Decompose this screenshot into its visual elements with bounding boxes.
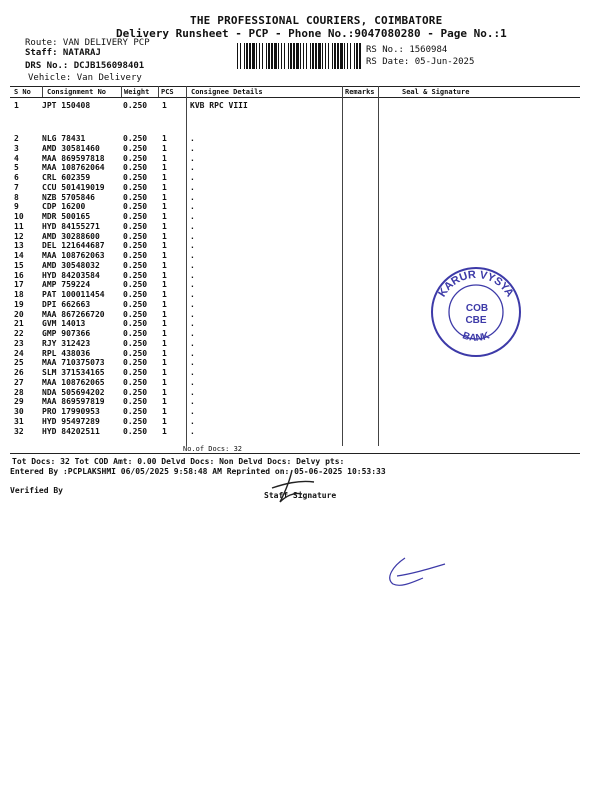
- row-sno: 28: [14, 387, 24, 397]
- row-pcs: 1: [162, 299, 167, 309]
- barcode-bar: [249, 43, 251, 69]
- row-sno: 23: [14, 338, 24, 348]
- row-consignment: MAA 108762064: [42, 163, 105, 173]
- barcode-bar: [268, 43, 270, 69]
- col-divider: [186, 86, 187, 446]
- row-sno: 27: [14, 377, 24, 387]
- staff-signature-label: Staff Signature: [264, 491, 337, 500]
- row-sno: 24: [14, 348, 24, 358]
- row-pcs: 1: [162, 290, 167, 299]
- row-consignment: MAA 710375073: [42, 358, 105, 368]
- row-consignment: HYD 84203584: [42, 270, 100, 280]
- row-sno: 20: [14, 309, 24, 319]
- row-pcs: 1: [162, 143, 167, 153]
- row-pcs: 1: [162, 416, 167, 426]
- row-pcs: 1: [162, 348, 167, 358]
- row-details: .: [190, 377, 195, 387]
- barcode-bar: [256, 43, 257, 69]
- row-details: .: [190, 202, 195, 212]
- row-weight: 0.250: [123, 338, 148, 348]
- verifier-signature-icon: [375, 548, 450, 598]
- company-name: THE PROFESSIONAL COURIERS, COIMBATORE: [190, 14, 443, 27]
- row-sno: 26: [14, 368, 24, 377]
- row-details: .: [190, 280, 195, 290]
- row-sno: 1: [14, 101, 19, 110]
- vehicle-label: Vehicle: Van Delivery: [28, 73, 142, 83]
- row-sno: 25: [14, 358, 24, 368]
- row-pcs: 1: [162, 153, 167, 163]
- row-consignment: PAT 100011454: [42, 290, 105, 299]
- row-consignment: AMD 30581460: [42, 143, 100, 153]
- col-header-pcs: PCS: [161, 88, 174, 96]
- staff-signature-icon: [262, 466, 322, 506]
- row-pcs: 1: [162, 270, 167, 280]
- row-weight: 0.250: [123, 290, 148, 299]
- bank-stamp-icon: [428, 264, 524, 360]
- row-sno: 21: [14, 319, 24, 329]
- row-details: .: [190, 182, 195, 192]
- rs-date: RS Date: 05-Jun-2025: [366, 57, 475, 67]
- barcode-bar: [246, 43, 248, 69]
- staff-label: Staff: NATARAJ: [25, 48, 101, 58]
- row-weight: 0.250: [123, 368, 148, 377]
- row-details: .: [190, 309, 195, 319]
- barcode-bar: [306, 43, 307, 69]
- row-weight: 0.250: [123, 163, 148, 173]
- row-consignment: MDR 500165: [42, 212, 91, 221]
- col-divider: [378, 86, 379, 446]
- barcode-bar: [310, 43, 311, 69]
- row-details: .: [190, 270, 195, 280]
- row-weight: 0.250: [123, 426, 148, 436]
- row-pcs: 1: [162, 280, 167, 290]
- row-consignment: GVM 14013: [42, 319, 86, 329]
- row-pcs: 1: [162, 407, 167, 416]
- row-weight: 0.250: [123, 387, 148, 397]
- row-sno: 12: [14, 231, 24, 241]
- row-consignment: AMD 30288600: [42, 231, 100, 241]
- row-consignment: DPI 662663: [42, 299, 91, 309]
- row-weight: 0.250: [123, 260, 148, 270]
- row-details: .: [190, 329, 195, 338]
- row-weight: 0.250: [123, 358, 148, 368]
- barcode-bar: [340, 43, 343, 69]
- row-weight: 0.250: [123, 329, 148, 338]
- row-weight: 0.250: [123, 134, 148, 143]
- row-details: .: [190, 212, 195, 221]
- barcode-bar: [262, 43, 263, 69]
- row-consignment: MAA 108762063: [42, 251, 105, 260]
- row-consignment: MAA 108762065: [42, 377, 105, 387]
- row-sno: 2: [14, 134, 19, 143]
- row-weight: 0.250: [123, 309, 148, 319]
- barcode-bar: [318, 43, 321, 69]
- barcode-bar: [290, 43, 292, 69]
- row-weight: 0.250: [123, 143, 148, 153]
- row-weight: 0.250: [123, 299, 148, 309]
- col-divider: [342, 86, 343, 446]
- row-sno: 31: [14, 416, 24, 426]
- barcode-bar: [271, 43, 273, 69]
- row-sno: 4: [14, 153, 19, 163]
- row-pcs: 1: [162, 231, 167, 241]
- row-pcs: 1: [162, 241, 167, 251]
- row-pcs: 1: [162, 182, 167, 192]
- row-consignment: CRL 602359: [42, 173, 91, 182]
- drs-number: DRS No.: DCJB156098401: [25, 61, 145, 71]
- row-consignment: DEL 121644687: [42, 241, 105, 251]
- row-details: .: [190, 231, 195, 241]
- row-details: .: [190, 338, 195, 348]
- row-details: .: [190, 251, 195, 260]
- row-details: .: [190, 163, 195, 173]
- row-weight: 0.250: [123, 182, 148, 192]
- row-pcs: 1: [162, 329, 167, 338]
- row-consignment: NZB 5705846: [42, 192, 95, 202]
- row-weight: 0.250: [123, 319, 148, 329]
- barcode-bar: [300, 43, 301, 69]
- row-weight: 0.250: [123, 153, 148, 163]
- row-sno: 5: [14, 163, 19, 173]
- row-sno: 18: [14, 290, 24, 299]
- row-sno: 3: [14, 143, 19, 153]
- barcode-bar: [252, 43, 255, 69]
- row-details: .: [190, 134, 195, 143]
- row-pcs: 1: [162, 212, 167, 221]
- row-pcs: 1: [162, 202, 167, 212]
- barcode-bar: [347, 43, 348, 69]
- col-header-consignment: Consignment No: [47, 88, 107, 96]
- row-pcs: 1: [162, 358, 167, 368]
- barcode-bar: [350, 43, 351, 69]
- row-details: .: [190, 260, 195, 270]
- row-consignment: SLM 371534165: [42, 368, 105, 377]
- row-consignment: NDA 505694202: [42, 387, 105, 397]
- row-sno: 29: [14, 397, 24, 407]
- row-pcs: 1: [162, 377, 167, 387]
- row-sno: 9: [14, 202, 19, 212]
- row-weight: 0.250: [123, 221, 148, 231]
- row-sno: 7: [14, 182, 19, 192]
- barcode-bar: [259, 43, 260, 69]
- col-divider: [121, 86, 122, 97]
- totals-line: Tot Docs: 32 Tot COD Amt: 0.00 Delvd Docs: Non Delvd Docs: Delvy pts:: [12, 457, 345, 466]
- runsheet-title: Delivery Runsheet - PCP - Phone No.:9047080280 - Page No.:1: [116, 27, 507, 40]
- row-consignment: MAA 867266720: [42, 309, 105, 319]
- row-pcs: 1: [162, 309, 167, 319]
- row-sno: 19: [14, 299, 24, 309]
- row-pcs: 1: [162, 397, 167, 407]
- barcode-bar: [240, 43, 241, 69]
- row-pcs: 1: [162, 368, 167, 377]
- barcode-bar: [293, 43, 295, 69]
- row-details: .: [190, 397, 195, 407]
- row-consignment: CDP 16200: [42, 202, 86, 212]
- row-details: .: [190, 153, 195, 163]
- rs-number: RS No.: 1560984: [366, 45, 448, 55]
- row-sno: 22: [14, 329, 24, 338]
- barcode-bar: [332, 43, 333, 69]
- row-consignment: GMP 907366: [42, 329, 91, 338]
- barcode-bar: [278, 43, 279, 69]
- barcode-bar: [303, 43, 304, 69]
- row-details: .: [190, 416, 195, 426]
- row-sno: 15: [14, 260, 24, 270]
- row-pcs: 1: [162, 221, 167, 231]
- verified-by-label: Verified By: [10, 486, 63, 495]
- row-weight: 0.250: [123, 192, 148, 202]
- stamp-center-line2: CBE: [465, 315, 487, 326]
- barcode-bar: [315, 43, 317, 69]
- barcode-bar: [354, 43, 355, 69]
- barcode-bar: [237, 43, 238, 69]
- col-header-details: Consignee Details: [191, 88, 263, 96]
- row-pcs: 1: [162, 134, 167, 143]
- barcode-bar: [325, 43, 326, 69]
- barcode-bar: [328, 43, 329, 69]
- row-details: .: [190, 290, 195, 299]
- row-sno: 11: [14, 221, 24, 231]
- col-header-sno: S No: [14, 88, 31, 96]
- row-sno: 16: [14, 270, 24, 280]
- row-details: .: [190, 348, 195, 358]
- row-weight: 0.250: [123, 241, 148, 251]
- row-weight: 0.250: [123, 407, 148, 416]
- row-weight: 0.250: [123, 348, 148, 358]
- barcode-bar: [322, 43, 323, 69]
- row-pcs: 1: [162, 338, 167, 348]
- row-details: .: [190, 319, 195, 329]
- row-weight: 0.250: [123, 377, 148, 387]
- row-consignment: PRO 17990953: [42, 407, 100, 416]
- row-consignment: HYD 84155271: [42, 221, 100, 231]
- row-weight: 0.250: [123, 251, 148, 260]
- barcode-icon: [237, 43, 362, 69]
- row-weight: 0.250: [123, 212, 148, 221]
- row-weight: 0.250: [123, 202, 148, 212]
- row-sno: 13: [14, 241, 24, 251]
- row-sno: 17: [14, 280, 24, 290]
- row-sno: 8: [14, 192, 19, 202]
- row-pcs: 1: [162, 192, 167, 202]
- no-of-docs: No.of Docs: 32: [183, 445, 243, 453]
- row-consignment: RPL 438036: [42, 348, 91, 358]
- col-divider: [42, 86, 43, 97]
- col-divider: [158, 86, 159, 97]
- row-pcs: 1: [162, 387, 167, 397]
- row-details: .: [190, 192, 195, 202]
- col-header-weight: Weight: [124, 88, 150, 96]
- row-details: .: [190, 173, 195, 182]
- row-sno: 14: [14, 251, 24, 260]
- row-consignment: RJY 312423: [42, 338, 91, 348]
- barcode-bar: [344, 43, 345, 69]
- row-details: .: [190, 407, 195, 416]
- row-consignment: MAA 869597818: [42, 153, 105, 163]
- row-pcs: 1: [162, 173, 167, 182]
- barcode-bar: [288, 43, 289, 69]
- col-header-remarks: Remarks: [345, 88, 375, 96]
- row-weight: 0.250: [123, 270, 148, 280]
- row-weight: 0.250: [123, 416, 148, 426]
- row-details: .: [190, 299, 195, 309]
- route-label: Route: VAN DELIVERY PCP: [25, 38, 150, 48]
- stamp-center-line1: COB: [465, 303, 489, 314]
- table-top-rule: [10, 86, 580, 87]
- barcode-bar: [356, 43, 358, 69]
- table-bottom-rule: [10, 453, 580, 454]
- row-weight: 0.250: [123, 231, 148, 241]
- row-consignment: HYD 84202511: [42, 426, 100, 436]
- row-consignment: CCU 501419019: [42, 182, 105, 192]
- row-weight: 0.250: [123, 101, 148, 110]
- row-details: .: [190, 241, 195, 251]
- stamp-bottom-text: BANK: [460, 330, 492, 345]
- row-sno: 30: [14, 407, 24, 416]
- row-pcs: 1: [162, 426, 167, 436]
- row-consignment: AMD 30548032: [42, 260, 100, 270]
- row-details: .: [190, 426, 195, 436]
- barcode-bar: [359, 43, 361, 69]
- row-pcs: 1: [162, 319, 167, 329]
- row-pcs: 1: [162, 101, 167, 110]
- row-weight: 0.250: [123, 280, 148, 290]
- row-sno: 32: [14, 426, 24, 436]
- barcode-bar: [274, 43, 277, 69]
- row-pcs: 1: [162, 260, 167, 270]
- barcode-bar: [334, 43, 336, 69]
- barcode-bar: [244, 43, 245, 69]
- row-details: .: [190, 387, 195, 397]
- stamp-top-text: KARUR VYSYA: [436, 268, 516, 300]
- row-details: .: [190, 221, 195, 231]
- table-header-rule: [10, 97, 580, 98]
- row-sno: 10: [14, 212, 24, 221]
- row-weight: 0.250: [123, 173, 148, 182]
- row-details: .: [190, 368, 195, 377]
- row-consignment: AMP 759224: [42, 280, 91, 290]
- row-weight: 0.250: [123, 397, 148, 407]
- row-details: KVB RPC VIII: [190, 101, 248, 110]
- barcode-bar: [266, 43, 267, 69]
- row-pcs: 1: [162, 251, 167, 260]
- row-consignment: JPT 150408: [42, 101, 91, 110]
- row-consignment: NLG 78431: [42, 134, 86, 143]
- barcode-bar: [284, 43, 285, 69]
- row-details: .: [190, 143, 195, 153]
- barcode-bar: [296, 43, 299, 69]
- entered-by-line: Entered By :PCPLAKSHMI 06/05/2025 9:58:48 AM Reprinted on: 05-06-2025 10:53:33: [10, 467, 386, 476]
- row-consignment: HYD 95497289: [42, 416, 100, 426]
- row-consignment: MAA 869597819: [42, 397, 105, 407]
- barcode-bar: [337, 43, 339, 69]
- row-pcs: 1: [162, 163, 167, 173]
- row-sno: 6: [14, 173, 19, 182]
- barcode-bar: [281, 43, 282, 69]
- row-details: .: [190, 358, 195, 368]
- col-header-seal: Seal & Signature: [402, 88, 470, 96]
- barcode-bar: [312, 43, 314, 69]
